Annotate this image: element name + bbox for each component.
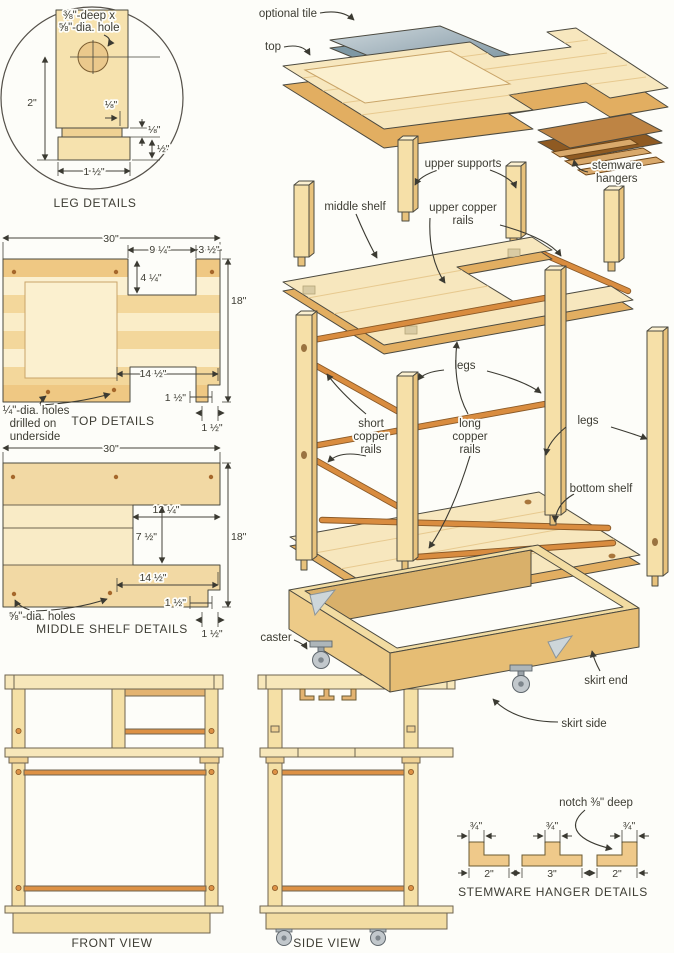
short-copper-rail bbox=[306, 360, 399, 412]
fv-long-rail-lower bbox=[24, 886, 206, 891]
dim-top-4q: 4 ¼" bbox=[140, 272, 162, 284]
notch-note: notch ⅜" deep bbox=[559, 797, 633, 809]
sv-skirt bbox=[266, 913, 447, 929]
label-top: top bbox=[265, 41, 281, 53]
rail-hole bbox=[108, 591, 112, 595]
fv-upper-rail bbox=[125, 729, 205, 734]
dim-ms-corner-a: 1 ½" bbox=[164, 597, 186, 609]
dim-leg-width: 1 ½" bbox=[83, 166, 105, 178]
label-stemware-2: hangers bbox=[596, 173, 638, 185]
leg-tenon bbox=[62, 128, 122, 137]
label-caster: caster bbox=[260, 632, 292, 644]
rail-hole bbox=[12, 592, 16, 596]
top-holes-note3: underside bbox=[9, 431, 61, 443]
dim-top-3h: 3 ½" bbox=[198, 244, 220, 256]
dim-base1: 2" bbox=[484, 868, 494, 880]
top-details-title: TOP DETAILS bbox=[71, 414, 155, 428]
dim-eighth-tenon: ⅛" bbox=[148, 124, 161, 136]
sv-leg-left bbox=[268, 689, 282, 906]
fv-support bbox=[112, 689, 125, 748]
top-holes-note2: drilled on bbox=[9, 418, 57, 430]
dim-ms-7h: 7 ½" bbox=[135, 531, 157, 543]
dim-eighth-top: ⅛" bbox=[104, 99, 118, 111]
ms-holes-note: ⅝"-dia. holes bbox=[8, 611, 76, 623]
leg-details-inset bbox=[1, 7, 183, 210]
dim-tab1: ¾" bbox=[469, 820, 483, 832]
underside-hole bbox=[46, 390, 50, 394]
fv-skirt bbox=[13, 913, 210, 933]
fv-hanger-strip bbox=[125, 689, 205, 696]
fv-bottom-shelf bbox=[5, 906, 223, 913]
dim-half-foot: ½" bbox=[157, 143, 170, 155]
sv-short-rail-lower bbox=[282, 886, 404, 891]
stemware-details-title: STEMWARE HANGER DETAILS bbox=[458, 885, 648, 899]
hanger-profile-left bbox=[469, 842, 509, 866]
label-legs-right: legs bbox=[577, 415, 599, 427]
short-copper-rail bbox=[306, 455, 399, 507]
dim-ms-30: 30" bbox=[103, 443, 119, 455]
front-view bbox=[5, 675, 223, 950]
exploded-view bbox=[259, 8, 668, 730]
dim-top-corner-a: 1 ½" bbox=[164, 392, 186, 404]
dim-ms-18: 18" bbox=[231, 531, 247, 543]
dim-ms-corner-b: 1 ½" bbox=[201, 628, 223, 640]
label-upper-copper-1: upper copper bbox=[429, 202, 497, 214]
dim-base2: 3" bbox=[547, 868, 557, 880]
label-legs-mid: legs bbox=[454, 360, 476, 372]
caster-wheel bbox=[370, 929, 386, 946]
dim-base3: 2" bbox=[612, 868, 622, 880]
dim-top-30: 30" bbox=[103, 233, 119, 245]
middle-shelf-plan bbox=[3, 443, 247, 640]
hanger-profile-mid bbox=[522, 842, 582, 866]
fv-leg-right bbox=[205, 689, 218, 906]
tile-recess bbox=[25, 282, 117, 378]
middle-shelf-title: MIDDLE SHELF DETAILS bbox=[36, 622, 188, 636]
hanger-profile-right bbox=[597, 842, 637, 866]
top-details-plan bbox=[3, 233, 247, 443]
label-bottom-shelf: bottom shelf bbox=[569, 483, 633, 495]
dim-ms-12q: 12 ¼" bbox=[152, 504, 180, 516]
dim-2in: 2" bbox=[27, 97, 37, 109]
label-long-1: long bbox=[459, 418, 481, 430]
long-copper-rail bbox=[313, 404, 545, 446]
dim-top-corner-b: 1 ½" bbox=[201, 422, 223, 434]
label-skirt-end: skirt end bbox=[584, 675, 628, 687]
label-optional-tile: optional tile bbox=[258, 8, 317, 20]
front-view-title: FRONT VIEW bbox=[71, 936, 153, 950]
label-stemware-1: stemware bbox=[592, 160, 642, 172]
hole-note-line2: ⅝"-dia. hole bbox=[58, 22, 120, 34]
label-short-2: copper bbox=[353, 431, 389, 443]
dim-top-14h: 14 ½" bbox=[139, 368, 167, 380]
underside-hole bbox=[112, 388, 116, 392]
label-long-3: rails bbox=[459, 444, 481, 456]
top-holes-note1: ¼"-dia. holes bbox=[2, 405, 70, 417]
leg-details-title: LEG DETAILS bbox=[53, 196, 137, 210]
side-view bbox=[258, 675, 455, 950]
leg-foot bbox=[58, 137, 130, 160]
label-upper-supports: upper supports bbox=[424, 158, 502, 170]
label-short-1: short bbox=[358, 418, 384, 430]
fv-top bbox=[5, 675, 223, 689]
fv-leg-left bbox=[12, 689, 25, 906]
sv-middle-shelf bbox=[260, 748, 453, 757]
caster-wheel bbox=[310, 641, 332, 669]
label-short-3: rails bbox=[360, 444, 382, 456]
dim-tab2: ¾" bbox=[545, 820, 559, 832]
dim-ms-14h: 14 ½" bbox=[139, 572, 167, 584]
dim-top-9q: 9 ¼" bbox=[149, 244, 171, 256]
fv-middle-shelf bbox=[5, 748, 223, 757]
sv-bottom-shelf bbox=[260, 906, 453, 913]
dim-tab3: ¾" bbox=[622, 820, 636, 832]
label-middle-shelf: middle shelf bbox=[324, 201, 386, 213]
sv-stemware-hangers bbox=[300, 689, 356, 700]
fv-long-rail-upper bbox=[24, 770, 206, 775]
sv-short-rail-upper bbox=[282, 770, 404, 775]
label-upper-copper-2: rails bbox=[452, 215, 474, 227]
dim-top-18: 18" bbox=[231, 295, 247, 307]
sv-leg-right bbox=[404, 689, 418, 906]
hole-note-line1: ⅜"-deep x bbox=[62, 10, 116, 22]
label-long-2: copper bbox=[452, 431, 488, 443]
side-view-title: SIDE VIEW bbox=[293, 936, 361, 950]
caster-wheel bbox=[276, 929, 292, 946]
caster-wheel bbox=[510, 665, 532, 693]
label-skirt-side: skirt side bbox=[561, 718, 607, 730]
stemware-hanger-details bbox=[457, 797, 649, 899]
